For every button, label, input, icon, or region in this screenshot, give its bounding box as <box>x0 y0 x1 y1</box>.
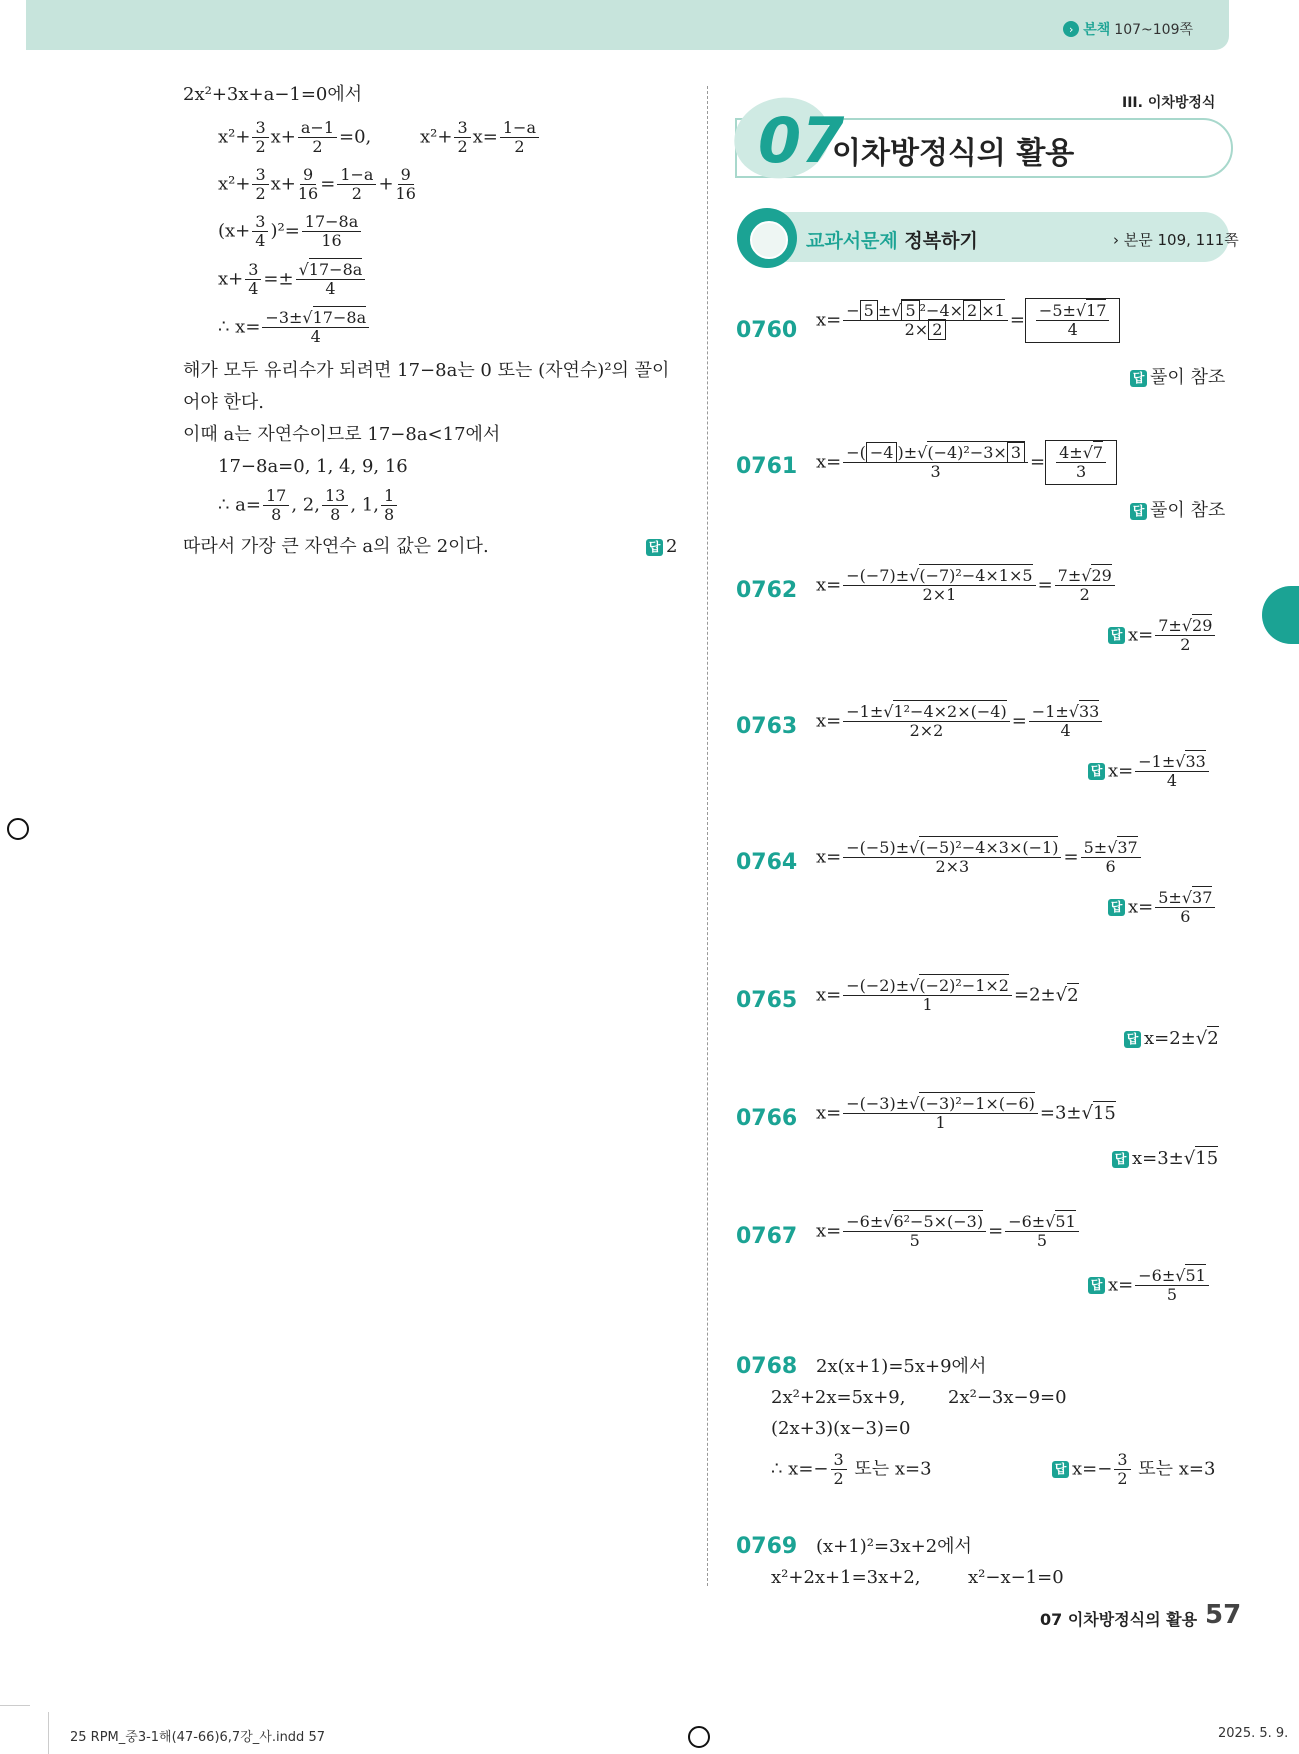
page-number: 57 <box>1205 1600 1242 1630</box>
chevron-right-icon: › <box>1063 21 1079 37</box>
problem-0764-formula: x= $\frac{\text{−(−5)±√(−5)²−4×3×(−1)}}{2\times 3}$ = $\frac{5\pm√37}{6}$ <box>816 840 1143 875</box>
problem-0765-formula: x= $\frac{\text{−(−2)±√(−2)²−1×2}}{1}$ =2±√2 <box>816 976 1079 1014</box>
left-line-2b: x²+ $\frac{3}{2}$ x= $\frac{1-a}{2}$ <box>420 120 541 155</box>
trim-line <box>0 1705 30 1706</box>
character-face-icon <box>750 221 788 259</box>
left-paragraph-3: 이때 a는 자연수이므로 17−8a<17에서 <box>183 424 501 445</box>
problem-0762-answer: 답 x= $\frac{7\pm√29}{2}$ <box>1108 618 1217 653</box>
left-paragraph-2: 어야 한다. <box>183 392 264 413</box>
problem-0761-formula: x= $\frac{\text{−( −4 )±√(−4)²−3× 3}}{3}$ = $\frac{4\pm√7}{3}$ <box>816 440 1117 485</box>
left-paragraph-4: 17−8a=0, 1, 4, 9, 16 <box>218 456 408 477</box>
problem-0761-answer: 답 풀이 참조 <box>1130 502 1225 520</box>
problem-0768-line-4: ∴ x=− $\frac{3}{2}$ 또는 x=3 <box>771 1450 932 1488</box>
problem-0760-formula: x= $\frac{\text{− 5 ±√ 5 ²−4× 2 ×1}}{2\times 2}$ = $\frac{-5\pm√17}{4}$ <box>816 298 1120 343</box>
left-line-4: (x+ $\frac{3}{4}$ )²= $\frac{17-8a}{16}$ <box>218 214 363 249</box>
left-line-6: ∴ x= $\frac{-3\pm√17-8a}{4}$ <box>218 310 371 345</box>
left-answer: 답 2 <box>646 538 677 556</box>
left-line-5: x+ $\frac{3}{4}$ =± $\frac{√17-8a}{4}$ <box>218 262 367 297</box>
problem-0760-answer: 답 풀이 참조 <box>1130 369 1225 387</box>
problem-number: 0764 <box>736 850 798 875</box>
problem-number: 0765 <box>736 988 798 1013</box>
left-line-1: 2x²+3x+a−1=0에서 <box>183 84 363 105</box>
problem-0769-line-2: x²+2x+1=3x+2, <box>771 1567 921 1588</box>
header-bar <box>26 0 1229 50</box>
problem-number: 0766 <box>736 1106 798 1131</box>
page-footer-chapter: 07 이차방정식의 활용 <box>1040 1610 1198 1629</box>
problem-number: 0760 <box>736 318 798 343</box>
registration-mark-icon <box>7 818 29 840</box>
book-reference <box>1063 19 1193 39</box>
ref-pages: 107~109쪽 <box>1114 22 1193 38</box>
column-divider <box>707 86 708 1586</box>
print-file-info: 25 RPM_중3-1해(47-66)6,7강_사.indd 57 <box>70 1730 325 1745</box>
section-label: III. 이차방정식 <box>1122 95 1216 111</box>
left-paragraph-5: ∴ a= $\frac{17}{8}$ , 2, $\frac{13}{8}$ , 1, $\frac{1}{8}$ <box>218 488 399 523</box>
problem-number: 0761 <box>736 454 798 479</box>
problem-0769-line-1: (x+1)²=3x+2에서 <box>816 1536 972 1557</box>
left-line-3: x²+ $\frac{3}{2}$ x+ $\frac{9}{16}$ = $\frac{1-a}{2}$ + $\frac{9}{16}$ <box>218 165 416 203</box>
chapter-number: 07 <box>758 104 845 177</box>
problem-0763-formula: x= $\frac{\text{−1±√1²−4×2×(−4)}}{2\times 2}$ = $\frac{-1\pm√33}{4}$ <box>816 704 1104 739</box>
ref-keyword: 본책 <box>1083 22 1111 38</box>
print-date: 2025. 5. 9. <box>1218 1726 1289 1741</box>
problem-number: 0769 <box>736 1534 798 1559</box>
problem-0768-answer: 답 x=− $\frac{3}{2}$ 또는 x=3 <box>1052 1452 1215 1487</box>
left-line-2: x²+ $\frac{3}{2}$ x+ $\frac{a-1}{2}$ =0, <box>218 118 372 156</box>
left-paragraph-1: 해가 모두 유리수가 되려면 17−8a는 0 또는 (자연수)²의 꼴이 <box>183 360 670 381</box>
left-paragraph-6: 따라서 가장 큰 자연수 a의 값은 2이다. <box>183 536 489 557</box>
problem-0768-line-2b: 2x²−3x−9=0 <box>948 1387 1067 1408</box>
problem-number: 0763 <box>736 714 798 739</box>
problem-0766-formula: x= $\frac{\text{−(−3)±√(−3)²−1×(−6)}}{1}$ =3±√15 <box>816 1094 1116 1132</box>
problem-0767-answer: 답 x= $\frac{-6\pm√51}{5}$ <box>1088 1268 1211 1303</box>
problem-0762-formula: x= $\frac{\text{−(−7)±√(−7)²−4×1×5}}{2\times 1}$ = $\frac{7\pm√29}{2}$ <box>816 568 1117 603</box>
problem-0764-answer: 답 x= $\frac{5\pm√37}{6}$ <box>1108 890 1217 925</box>
problem-0763-answer: 답 x= $\frac{-1\pm√33}{4}$ <box>1088 754 1211 789</box>
problem-0768-line-1: 2x(x+1)=5x+9에서 <box>816 1356 987 1377</box>
problem-0766-answer: 답 x=3±√15 <box>1112 1150 1218 1168</box>
problem-0767-formula: x= $\frac{\text{−6±√6²−5×(−3)}}{5}$ = $\frac{-6\pm√51}{5}$ <box>816 1214 1081 1249</box>
problem-0769-line-2b: x²−x−1=0 <box>968 1567 1064 1588</box>
problem-0768-line-2: 2x²+2x=5x+9, <box>771 1387 906 1408</box>
chapter-title: 이차방정식의 활용 <box>832 136 1075 171</box>
trim-line <box>48 1712 49 1754</box>
problem-number: 0762 <box>736 578 798 603</box>
section-reference: › 본문 109, 111쪽 <box>1113 231 1239 249</box>
section-title: 교과서문제 정복하기 <box>806 230 978 252</box>
registration-mark-icon <box>688 1726 710 1748</box>
problem-0768-line-3: (2x+3)(x−3)=0 <box>771 1418 911 1439</box>
chapter-side-tab <box>1262 586 1299 644</box>
problem-number: 0767 <box>736 1224 798 1249</box>
problem-number: 0768 <box>736 1354 798 1379</box>
problem-0765-answer: 답 x=2±√2 <box>1124 1030 1219 1048</box>
